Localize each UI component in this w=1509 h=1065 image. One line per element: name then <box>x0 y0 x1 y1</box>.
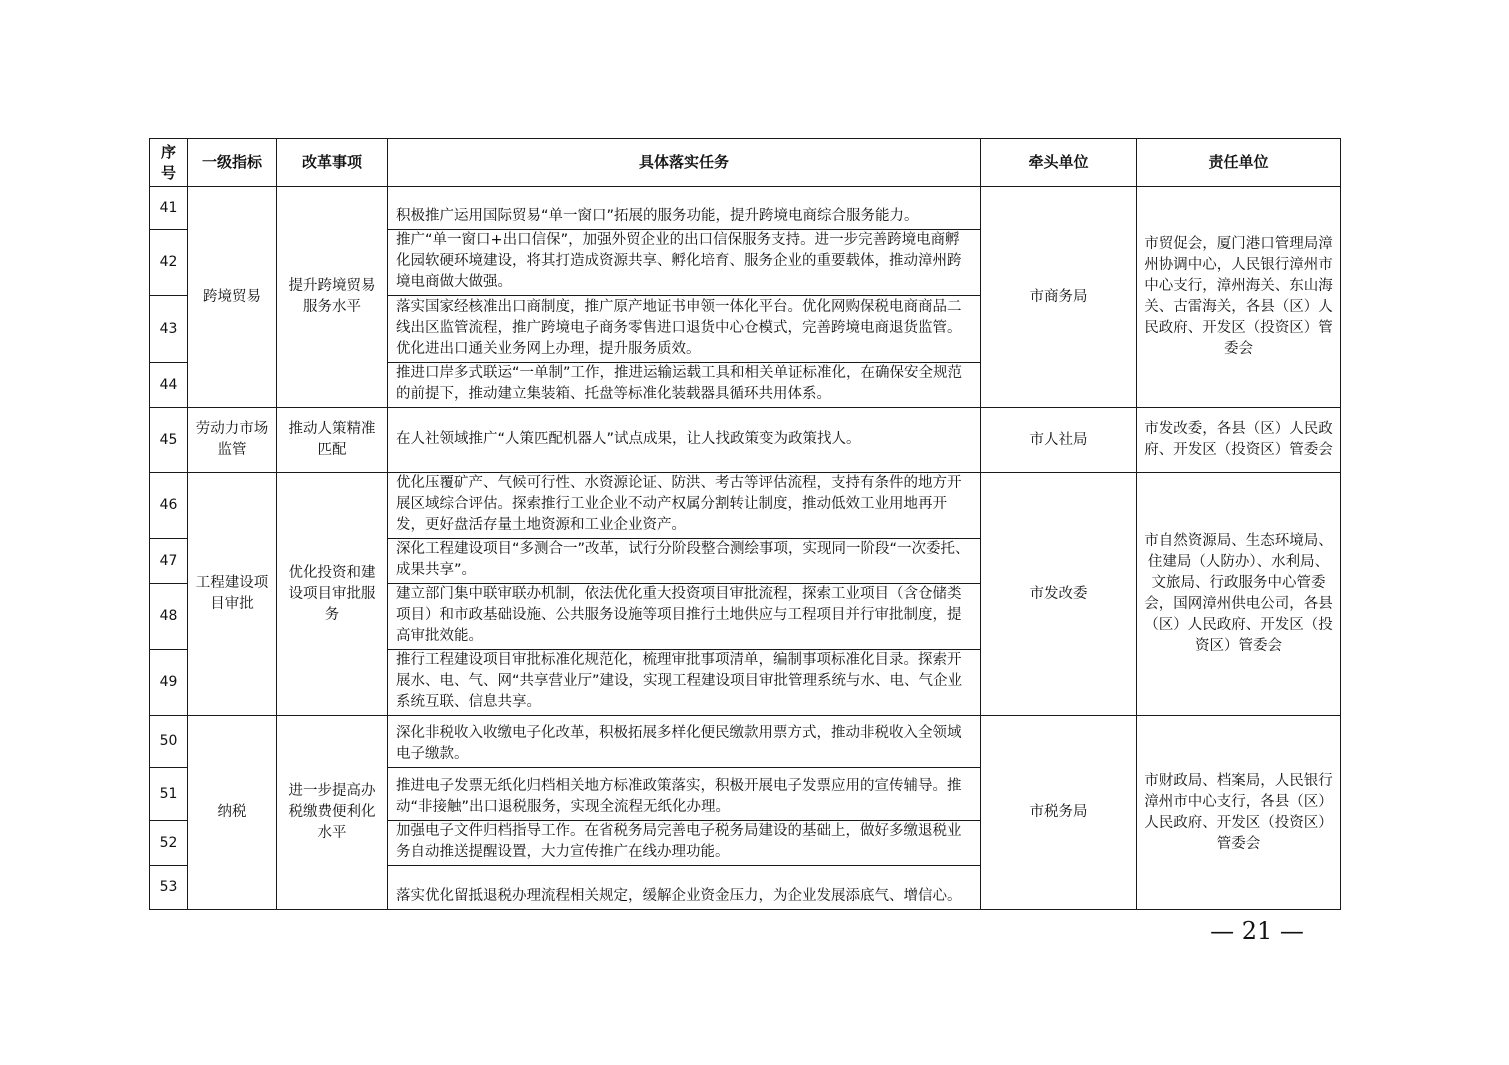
row-number: 44 <box>150 363 188 408</box>
row-number: 45 <box>150 408 188 473</box>
responsible-units: 市发改委，各县（区）人民政府、开发区（投资区）管委会 <box>1137 408 1341 473</box>
task-text: 积极推广运用国际贸易“单一窗口”拓展的服务功能，提升跨境电商综合服务能力。 <box>388 187 981 230</box>
table-header-row <box>150 139 1341 187</box>
responsible-units: 市贸促会，厦门港口管理局漳州协调中心，人民银行漳州市中心支行，漳州海关、东山海关、古雷海关，各县（区）人民政府、开发区（投资区）管委会 <box>1137 187 1341 408</box>
lead-unit: 市税务局 <box>981 716 1137 910</box>
header-seq: 序号 <box>150 139 188 187</box>
table-row <box>150 473 1341 539</box>
reform-item: 优化投资和建设项目审批服务 <box>277 473 388 716</box>
reform-item: 推动人策精准匹配 <box>277 408 388 473</box>
task-text: 深化工程建设项目“多测合一”改革，试行分阶段整合测绘事项，实现同一阶段“一次委托、成果共享”。 <box>388 539 981 584</box>
row-number: 47 <box>150 539 188 584</box>
lead-unit: 市发改委 <box>981 473 1137 716</box>
task-text: 建立部门集中联审联办机制，依法优化重大投资项目审批流程，探索工业项目（含仓储类项目）和市政基础设施、公共服务设施等项目推行土地供应与工程项目并行审批制度，提高审批效能。 <box>388 584 981 650</box>
level1-indicator: 劳动力市场监管 <box>188 408 277 473</box>
responsible-units: 市财政局、档案局，人民银行漳州市中心支行，各县（区）人民政府、开发区（投资区）管委会 <box>1137 716 1341 910</box>
header-level1: 一级指标 <box>188 139 277 187</box>
task-text: 推进电子发票无纸化归档相关地方标准政策落实，积极开展电子发票应用的宣传辅导。推动“非接触”出口退税服务，实现全流程无纸化办理。 <box>388 768 981 821</box>
row-number: 46 <box>150 473 188 539</box>
task-text: 推进口岸多式联运“一单制”工作，推进运输运载工具和相关单证标准化，在确保安全规范的前提下，推动建立集装箱、托盘等标准化装载器具循环共用体系。 <box>388 363 981 408</box>
level1-indicator: 纳税 <box>188 716 277 910</box>
row-number: 51 <box>150 768 188 821</box>
task-text: 加强电子文件归档指导工作。在省税务局完善电子税务局建设的基础上，做好多缴退税业务自动推送提醒设置，大力宣传推广在线办理功能。 <box>388 821 981 866</box>
row-number: 48 <box>150 584 188 650</box>
level1-indicator: 工程建设项目审批 <box>188 473 277 716</box>
responsible-units: 市自然资源局、生态环境局、住建局（人防办）、水利局、文旅局、行政服务中心管委会，国网漳州供电公司，各县（区）人民政府、开发区（投资区）管委会 <box>1137 473 1341 716</box>
row-number: 42 <box>150 230 188 296</box>
level1-indicator: 跨境贸易 <box>188 187 277 408</box>
task-text: 优化压覆矿产、气候可行性、水资源论证、防洪、考古等评估流程，支持有条件的地方开展区域综合评估。探索推行工业企业不动产权属分割转让制度，推动低效工业用地再开发，更好盘活存量土地资源和工业企业资产。 <box>388 473 981 539</box>
task-text: 落实国家经核准出口商制度，推广原产地证书申领一体化平台。优化网购保税电商商品二线出区监管流程，推广跨境电子商务零售进口退货中心仓模式，完善跨境电商退货监管。优化进出口通关业务网上办理，提升服务质效。 <box>388 296 981 363</box>
header-item: 改革事项 <box>277 139 388 187</box>
reform-task-table <box>149 138 1341 910</box>
row-number: 41 <box>150 187 188 230</box>
header-resp: 责任单位 <box>1137 139 1341 187</box>
header-task: 具体落实任务 <box>388 139 981 187</box>
row-number: 43 <box>150 296 188 363</box>
reform-task-table-container <box>149 138 1340 904</box>
table-row <box>150 716 1341 768</box>
row-number: 50 <box>150 716 188 768</box>
table-row <box>150 408 1341 473</box>
row-number: 49 <box>150 650 188 716</box>
reform-item: 进一步提高办税缴费便利化水平 <box>277 716 388 910</box>
task-text: 深化非税收入收缴电子化改革，积极拓展多样化便民缴款用票方式，推动非税收入全领域电子缴款。 <box>388 716 981 768</box>
lead-unit: 市商务局 <box>981 187 1137 408</box>
reform-item: 提升跨境贸易服务水平 <box>277 187 388 408</box>
table-row <box>150 187 1341 230</box>
task-text: 推广“单一窗口+出口信保”，加强外贸企业的出口信保服务支持。进一步完善跨境电商孵化园软硬环境建设，将其打造成资源共享、孵化培育、服务企业的重要载体，推动漳州跨境电商做大做强。 <box>388 230 981 296</box>
task-text: 在人社领域推广“人策匹配机器人”试点成果，让人找政策变为政策找人。 <box>388 408 981 473</box>
row-number: 53 <box>150 866 188 910</box>
lead-unit: 市人社局 <box>981 408 1137 473</box>
task-text: 推行工程建设项目审批标准化规范化，梳理审批事项清单，编制事项标准化目录。探索开展水、电、气、网“共享营业厅”建设，实现工程建设项目审批管理系统与水、电、气企业系统互联、信息共享。 <box>388 650 981 716</box>
task-text: 落实优化留抵退税办理流程相关规定，缓解企业资金压力，为企业发展添底气、增信心。 <box>388 866 981 910</box>
row-number: 52 <box>150 821 188 866</box>
header-lead: 牵头单位 <box>981 139 1137 187</box>
page-number: — 21 — <box>1210 917 1304 945</box>
